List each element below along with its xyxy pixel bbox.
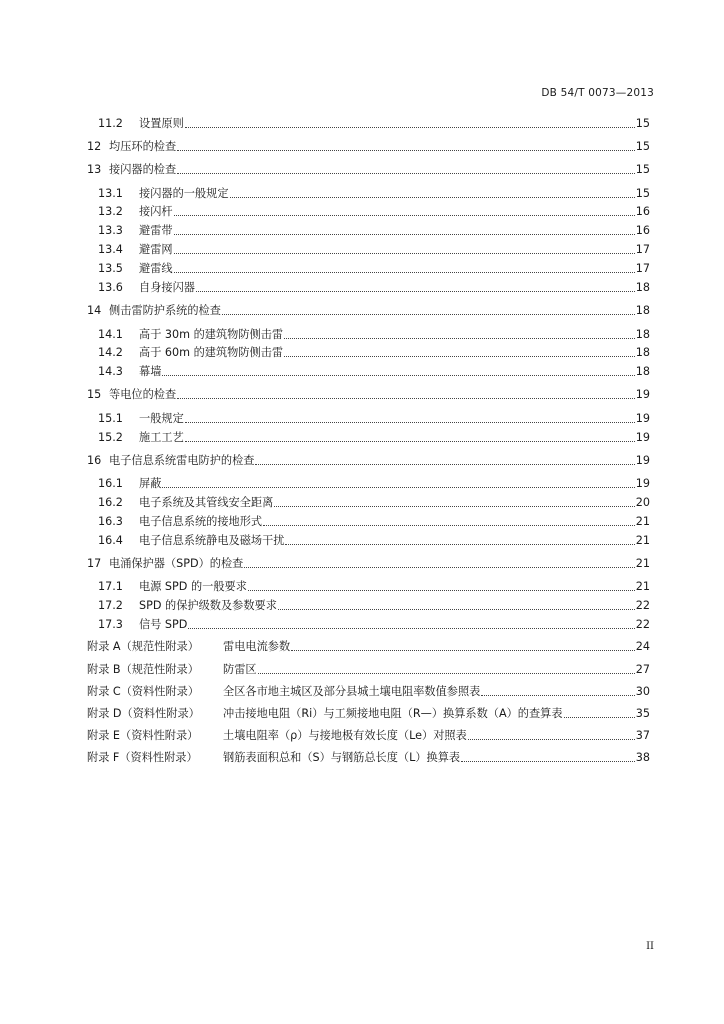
toc-entry-page: 18 xyxy=(635,281,650,294)
toc-entry-number: 11.2 xyxy=(98,117,123,130)
toc-leader-dots xyxy=(481,695,634,696)
toc-entry-page: 15 xyxy=(635,140,650,153)
toc-entry-title: 幕墙 xyxy=(139,365,162,379)
toc-entry-title: 电涌保护器（SPD）的检查 xyxy=(109,556,244,570)
toc-leader-dots xyxy=(174,272,635,273)
toc-entry-page: 21 xyxy=(635,556,650,570)
toc-entry-number: 16.2 xyxy=(98,496,123,510)
toc-leader-dots xyxy=(185,422,635,423)
toc-entry[interactable] xyxy=(87,729,650,742)
toc-leader-dots xyxy=(278,609,635,610)
toc-entry[interactable] xyxy=(87,224,650,237)
toc-entry-number: 13.5 xyxy=(98,262,123,276)
toc-entry-page: 20 xyxy=(635,496,650,510)
toc-entry-number: 17 xyxy=(87,556,102,570)
toc-entry[interactable] xyxy=(87,580,650,593)
toc-entry-page: 18 xyxy=(635,365,650,379)
toc-entry-number: 14.1 xyxy=(98,327,123,341)
toc-entry-number: 14 xyxy=(87,304,102,317)
toc-leader-dots xyxy=(174,253,635,254)
toc-entry-title: 均压环的检查 xyxy=(109,140,177,153)
toc-entry-number: 16.4 xyxy=(98,533,123,547)
toc-entry[interactable] xyxy=(87,262,650,275)
toc-entry-number: 17.1 xyxy=(98,580,123,594)
toc-entry[interactable] xyxy=(87,618,650,631)
toc-leader-dots xyxy=(174,234,635,235)
toc-entry[interactable] xyxy=(87,365,650,378)
toc-entry[interactable] xyxy=(87,431,650,444)
toc-leader-dots xyxy=(177,398,635,399)
toc-leader-dots xyxy=(263,525,635,526)
toc-entry-page: 15 xyxy=(635,117,650,130)
toc-entry[interactable] xyxy=(87,328,650,341)
toc-entry-title: 自身接闪器 xyxy=(139,281,195,294)
toc-entry-title: 信号 SPD xyxy=(139,618,188,632)
toc-entry-page: 21 xyxy=(635,515,650,528)
page-number: II xyxy=(646,941,654,952)
toc-entry-page: 19 xyxy=(635,411,650,425)
toc-leader-dots xyxy=(255,464,634,465)
toc-entry[interactable] xyxy=(87,163,650,176)
toc-entry-title: 冲击接地电阻（Ri）与工频接地电阻（R—）换算系数（A）的查算表 xyxy=(223,707,563,720)
toc-entry-title: 侧击雷防护系统的检查 xyxy=(109,304,221,317)
toc-entry-number: 13 xyxy=(87,163,102,176)
toc-leader-dots xyxy=(244,567,634,568)
toc-entry[interactable] xyxy=(87,685,650,698)
toc-entry[interactable] xyxy=(87,117,650,130)
toc-entry-title: 设置原则 xyxy=(139,117,184,130)
toc-entry-title: 避雷线 xyxy=(139,262,173,276)
toc-entry-title: 避雷带 xyxy=(139,224,173,238)
toc-entry-title: 钢筋表面积总和（S）与钢筋总长度（L）换算表 xyxy=(223,751,461,765)
toc-entry-page: 21 xyxy=(635,580,650,594)
toc-leader-dots xyxy=(185,127,635,128)
toc-entry-number: 15 xyxy=(87,388,102,402)
toc-leader-dots xyxy=(222,314,635,315)
toc-entry-number: 12 xyxy=(87,140,102,153)
toc-leader-dots xyxy=(162,487,634,488)
toc-entry-number: 附录 B（规范性附录） xyxy=(87,662,199,676)
toc-leader-dots xyxy=(177,173,635,174)
toc-entry-page: 22 xyxy=(635,618,650,632)
toc-entry-number: 13.1 xyxy=(98,186,123,200)
toc-entry-page: 19 xyxy=(635,430,650,444)
toc-entry-title: SPD 的保护级数及参数要求 xyxy=(139,599,277,613)
toc-leader-dots xyxy=(564,717,635,718)
toc-entry-page: 18 xyxy=(635,304,650,317)
toc-entry-page: 37 xyxy=(635,729,650,743)
toc-entry-number: 16 xyxy=(87,453,102,467)
toc-entry-title: 高于 60m 的建筑物防侧击雷 xyxy=(139,346,284,360)
toc-entry[interactable] xyxy=(87,304,650,317)
toc-entry-number: 17.2 xyxy=(98,599,123,613)
toc-entry[interactable] xyxy=(87,534,650,547)
toc-entry-title: 一般规定 xyxy=(139,411,184,425)
toc-entry-number: 附录 A（规范性附录） xyxy=(87,640,199,654)
toc-entry-page: 21 xyxy=(635,533,650,547)
toc-entry-title: 土壤电阻率（ρ）与接地极有效长度（Le）对照表 xyxy=(223,729,467,743)
toc-entry[interactable] xyxy=(87,412,650,425)
toc-entry-number: 15.1 xyxy=(98,411,123,425)
toc-entry-page: 24 xyxy=(635,640,650,654)
toc-entry-page: 18 xyxy=(635,327,650,341)
toc-entry-number: 附录 D（资料性附录） xyxy=(87,707,200,720)
toc-leader-dots xyxy=(258,673,635,674)
toc-entry[interactable] xyxy=(87,515,650,528)
toc-entry-page: 35 xyxy=(635,707,650,720)
toc-leader-dots xyxy=(185,441,635,442)
toc-entry-title: 电子信息系统的接地形式 xyxy=(139,515,263,528)
toc-entry-title: 防雷区 xyxy=(223,662,257,676)
toc-entry-title: 接闪器的一般规定 xyxy=(139,186,229,200)
toc-entry-title: 电子信息系统雷电防护的检查 xyxy=(109,453,255,467)
toc-entry-title: 电子系统及其管线安全距离 xyxy=(139,496,274,510)
toc-entry[interactable] xyxy=(87,477,650,490)
toc-entry-page: 16 xyxy=(635,224,650,238)
toc-entry-title: 施工工艺 xyxy=(139,430,184,444)
toc-entry-page: 15 xyxy=(635,163,650,176)
toc-leader-dots xyxy=(291,650,635,651)
toc-entry[interactable] xyxy=(87,557,650,570)
toc-entry-title: 电源 SPD 的一般要求 xyxy=(139,580,247,594)
toc-entry-number: 附录 C（资料性附录） xyxy=(87,684,200,698)
toc-leader-dots xyxy=(468,739,635,740)
toc-entry-page: 27 xyxy=(635,662,650,676)
toc-entry-page: 22 xyxy=(635,599,650,613)
toc-entry[interactable] xyxy=(87,599,650,612)
toc-entry[interactable] xyxy=(87,346,650,359)
toc-entry-title: 等电位的检查 xyxy=(109,388,177,402)
toc-entry-number: 13.6 xyxy=(98,281,123,294)
toc-entry[interactable] xyxy=(87,640,650,653)
watermark xyxy=(180,560,520,807)
toc-entry-number: 16.1 xyxy=(98,477,123,491)
toc-entry-page: 19 xyxy=(635,477,650,491)
toc-entry-title: 屏蔽 xyxy=(139,477,162,491)
toc-leader-dots xyxy=(174,215,635,216)
toc-entry-page: 30 xyxy=(635,684,650,698)
toc-entry[interactable] xyxy=(87,281,650,294)
toc-entry-number: 13.4 xyxy=(98,243,123,257)
toc-entry[interactable] xyxy=(87,751,650,764)
toc-entry[interactable] xyxy=(87,388,650,401)
toc-entry-number: 附录 E（资料性附录） xyxy=(87,729,199,743)
toc-entry-page: 18 xyxy=(635,346,650,360)
toc-entry-page: 16 xyxy=(635,205,650,219)
toc-entry[interactable] xyxy=(87,496,650,509)
toc-entry[interactable] xyxy=(87,140,650,153)
toc-entry[interactable] xyxy=(87,187,650,200)
toc-entry-number: 13.2 xyxy=(98,205,123,219)
toc-entry-number: 14.3 xyxy=(98,365,123,379)
toc-entry-title: 接闪器的检查 xyxy=(109,163,177,176)
doc-header: DB 54/T 0073—2013 xyxy=(541,87,654,99)
toc-leader-dots xyxy=(284,356,635,357)
toc-leader-dots xyxy=(196,291,635,292)
toc-leader-dots xyxy=(188,628,634,629)
toc-entry[interactable] xyxy=(87,243,650,256)
toc-entry-title: 电子信息系统静电及磁场干扰 xyxy=(139,533,285,547)
toc-entry-title: 雷电电流参数 xyxy=(223,640,291,654)
toc-entry-number: 14.2 xyxy=(98,346,123,360)
toc-leader-dots xyxy=(230,197,635,198)
toc-entry-number: 15.2 xyxy=(98,430,123,444)
toc-entry-page: 19 xyxy=(635,453,650,467)
toc-entry-page: 17 xyxy=(635,243,650,257)
toc-entry[interactable] xyxy=(87,454,650,467)
toc-entry-title: 避雷网 xyxy=(139,243,173,257)
toc-entry-title: 全区各市地主城区及部分县城土壤电阻率数值参照表 xyxy=(223,684,481,698)
toc-leader-dots xyxy=(461,761,635,762)
toc-entry-title: 接闪杆 xyxy=(139,205,173,219)
toc-entry-number: 17.3 xyxy=(98,618,123,632)
toc-entry-title: 高于 30m 的建筑物防侧击雷 xyxy=(139,327,284,341)
toc-entry-page: 17 xyxy=(635,262,650,276)
toc-leader-dots xyxy=(177,150,635,151)
toc-entry-page: 38 xyxy=(635,751,650,765)
toc-leader-dots xyxy=(162,375,634,376)
toc-entry[interactable] xyxy=(87,205,650,218)
toc-entry[interactable] xyxy=(87,707,650,720)
toc-entry-number: 13.3 xyxy=(98,224,123,238)
toc-entry-number: 16.3 xyxy=(98,515,123,528)
toc-entry-number: 附录 F（资料性附录） xyxy=(87,751,198,765)
toc-leader-dots xyxy=(248,590,635,591)
toc-leader-dots xyxy=(274,506,634,507)
toc-entry-page: 19 xyxy=(635,388,650,402)
toc-entry[interactable] xyxy=(87,663,650,676)
toc-entry-page: 15 xyxy=(635,186,650,200)
toc-leader-dots xyxy=(284,338,635,339)
toc-leader-dots xyxy=(285,544,634,545)
